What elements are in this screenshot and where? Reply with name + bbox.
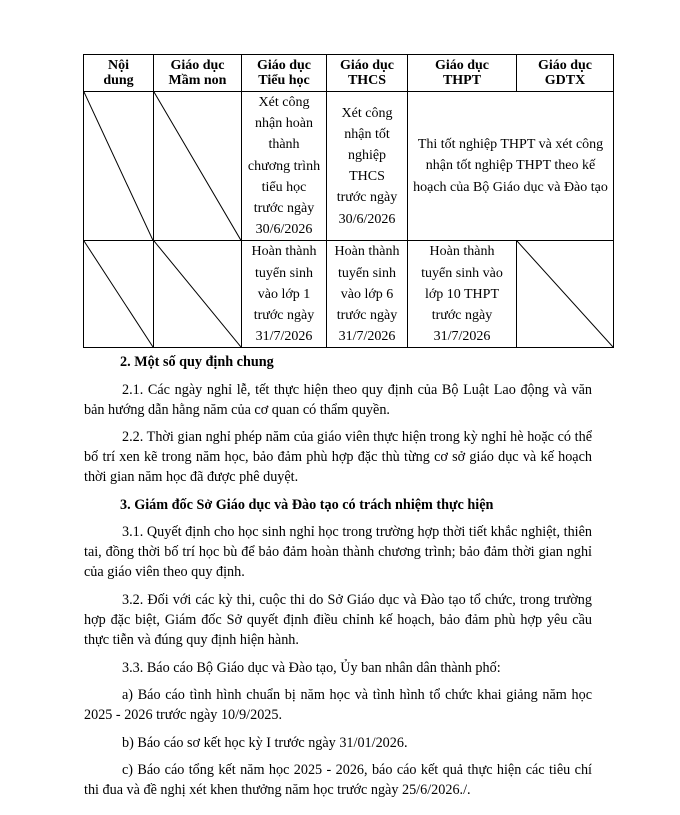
table-row [84, 241, 614, 348]
diagonal-line [517, 241, 613, 347]
cell-thpt-gdtx-graduation: Thi tốt nghiệp THPT và xét công nhận tốt nghiệp THPT theo kế hoạch của Bộ Giáo dục và Đào tạo [408, 92, 614, 241]
header-tieu-hoc: Giáo dục Tiểu học [242, 55, 327, 92]
diagonal-line [154, 92, 241, 240]
header-noi-dung: Nội dung [84, 55, 154, 92]
paragraph-2-2: 2.2. Thời gian nghỉ phép năm của giáo viên thực hiện trong kỳ nghỉ hè hoặc có thể bố trí xen kẽ trong năm học, bảo đảm phù hợp đặc thù từng cơ sở giáo dục và kế hoạch thời gian năm học đã được phê duyệt. [84, 429, 592, 486]
paragraph-report-a: a) Báo cáo tình hình chuẩn bị năm học và tình hình tổ chức khai giảng năm học 2025 - 2026 trước ngày 10/9/2025. [84, 687, 592, 724]
cell-tieu-hoc-enrollment: Hoàn thành tuyển sinh vào lớp 1 trước ngày 31/7/2026 [242, 241, 327, 348]
header-mam-non: Giáo dục Mầm non [154, 55, 242, 92]
cell-thpt-enrollment: Hoàn thành tuyển sinh vào lớp 10 THPT trước ngày 31/7/2026 [408, 241, 517, 348]
cell-tieu-hoc-graduation: Xét công nhận hoàn thành chương trình tiểu học trước ngày 30/6/2026 [242, 92, 327, 241]
schedule-table [83, 54, 614, 348]
paragraph-3-1: 3.1. Quyết định cho học sinh nghỉ học trong trường hợp thời tiết khắc nghiệt, thiên tai, đồng thời bố trí học bù để bảo đảm hoàn thành chương trình; bảo đảm thời gian nghỉ của giáo viên theo quy định. [84, 524, 592, 581]
paragraph-report-b: b) Báo cáo sơ kết học kỳ I trước ngày 31/01/2026. [122, 734, 408, 751]
empty-diagonal-cell [154, 92, 242, 241]
paragraph-2-1: 2.1. Các ngày nghỉ lễ, tết thực hiện theo quy định của Bộ Luật Lao động và văn bản hướng dẫn hằng năm của cơ quan có thẩm quyền. [84, 381, 592, 418]
table-row [84, 92, 614, 241]
paragraph-report-c: c) Báo cáo tổng kết năm học 2025 - 2026, báo cáo kết quả thực hiện các tiêu chí thi đua và đề nghị xét khen thưởng năm học trước ngày 25/6/2026./. [84, 762, 592, 799]
section-heading-director-duties: 3. Giám đốc Sở Giáo dục và Đào tạo có trách nhiệm thực hiện [120, 496, 494, 513]
document-body [84, 352, 592, 808]
paragraph-3-3: 3.3. Báo cáo Bộ Giáo dục và Đào tạo, Ủy ban nhân dân thành phố: [122, 659, 501, 676]
empty-diagonal-cell [517, 241, 614, 348]
table-header-row [84, 55, 614, 92]
section-heading-general-rules: 2. Một số quy định chung [120, 354, 274, 370]
cell-thcs-graduation: Xét công nhận tốt nghiệp THCS trước ngày 30/6/2026 [327, 92, 408, 241]
header-gdtx: Giáo dục GDTX [517, 55, 614, 92]
diagonal-line [84, 241, 153, 347]
empty-diagonal-cell [84, 92, 154, 241]
empty-diagonal-cell [154, 241, 242, 348]
header-thpt: Giáo dục THPT [408, 55, 517, 92]
diagonal-line [84, 92, 153, 240]
header-thcs: Giáo dục THCS [327, 55, 408, 92]
diagonal-line [154, 241, 241, 347]
cell-thcs-enrollment: Hoàn thành tuyển sinh vào lớp 6 trước ngày 31/7/2026 [327, 241, 408, 348]
paragraph-3-2: 3.2. Đối với các kỳ thi, cuộc thi do Sở Giáo dục và Đào tạo tổ chức, trong trường hợp đặc biệt, Giám đốc Sở quyết định điều chỉnh kế hoạch, bảo đảm phù hợp yêu cầu thực tiễn và đúng quy định hiện hành. [84, 591, 592, 648]
empty-diagonal-cell [84, 241, 154, 348]
